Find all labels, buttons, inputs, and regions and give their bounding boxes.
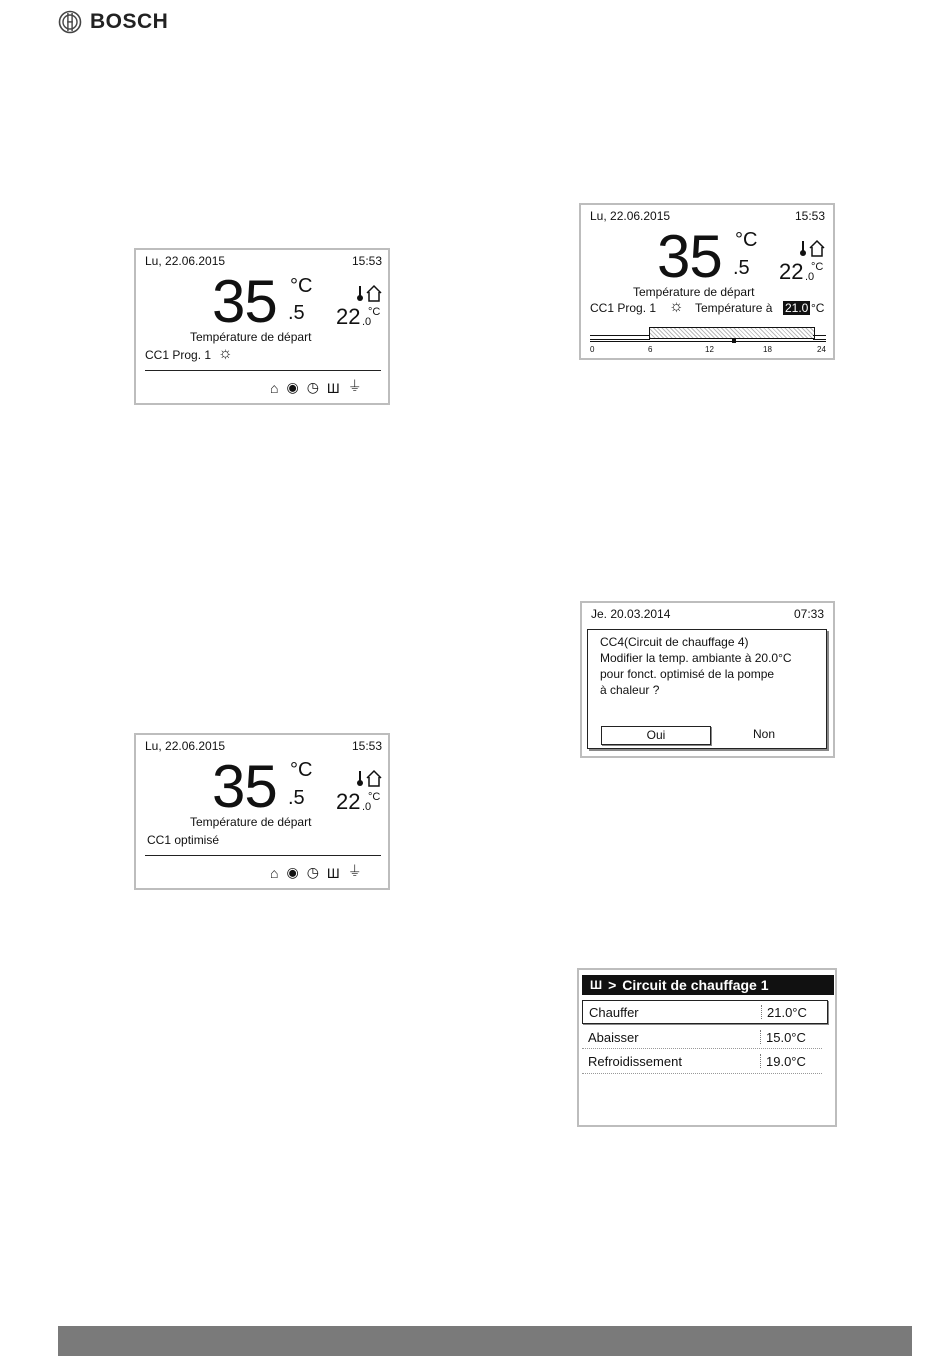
no-button[interactable]: Non xyxy=(752,727,775,741)
date-label: Lu, 22.06.2015 xyxy=(145,254,226,268)
menu-row-label: Chauffer xyxy=(589,1004,639,1020)
hot-water-icon[interactable]: ⏚ xyxy=(347,863,362,879)
flow-temperature-label: Température de départ xyxy=(190,815,312,829)
flow-temperature-decimal: .5 xyxy=(733,257,750,279)
divider xyxy=(145,370,381,371)
flow-temperature-label: Température de départ xyxy=(190,330,312,344)
radiator-icon[interactable]: Ш xyxy=(326,865,340,881)
heating-circuit-status: CC1 optimisé xyxy=(147,833,220,847)
column-separator xyxy=(760,1030,761,1044)
timeline-axis xyxy=(590,341,826,342)
flow-temperature: 35 xyxy=(212,753,277,820)
timeline-comfort-band xyxy=(649,327,815,339)
menu-row-heat[interactable] xyxy=(582,1000,828,1024)
dialog-message-line: CC4(Circuit de chauffage 4) xyxy=(600,635,749,649)
menu-row-reduce[interactable] xyxy=(582,1026,828,1048)
time-label: 15:53 xyxy=(795,209,826,223)
room-temperature-icon xyxy=(356,284,382,302)
clock-icon[interactable]: ◷ xyxy=(306,864,319,880)
timeline-tick-label: 12 xyxy=(705,345,714,354)
heat-pump-icon[interactable]: ◉ xyxy=(286,864,299,880)
room-settings-icon[interactable]: ⌂ xyxy=(270,865,279,881)
room-temperature: 22 xyxy=(336,304,361,329)
setpoint-unit: °C xyxy=(811,301,825,315)
room-temperature-unit: °C xyxy=(368,791,381,803)
main-menu-icons xyxy=(270,861,362,881)
menu-title: Circuit de chauffage 1 xyxy=(622,977,769,993)
footer-bar xyxy=(58,1326,912,1356)
radiator-icon: Ш xyxy=(590,978,603,992)
menu-row-label: Refroidissement xyxy=(588,1053,682,1069)
room-temperature-decimal: .0 xyxy=(362,801,372,813)
date-label: Lu, 22.06.2015 xyxy=(590,209,671,223)
timeline-tick-label: 18 xyxy=(763,345,772,354)
heating-circuit-status: CC1 Prog. 1 xyxy=(145,348,212,362)
row-divider xyxy=(582,1073,822,1075)
display-screen-menu xyxy=(577,968,837,1127)
timeline-tick-label: 0 xyxy=(590,345,595,354)
flow-temperature-decimal: .5 xyxy=(288,787,305,809)
flow-temperature: 35 xyxy=(212,268,277,335)
dialog-message-line: à chaleur ? xyxy=(600,683,660,697)
time-label: 15:53 xyxy=(352,254,383,268)
setpoint-label: Température à xyxy=(695,301,773,315)
radiator-icon[interactable]: Ш xyxy=(326,380,340,396)
room-temperature-icon xyxy=(799,239,825,257)
date-label: Lu, 22.06.2015 xyxy=(145,739,226,753)
flow-temperature: 35 xyxy=(657,223,722,290)
sun-icon: ☼ xyxy=(669,298,684,315)
menu-row-cooling[interactable] xyxy=(582,1050,828,1072)
flow-temperature-unit: °C xyxy=(290,759,313,781)
sun-icon: ☼ xyxy=(218,345,233,362)
breadcrumb-separator: > xyxy=(608,977,617,993)
yes-button[interactable]: Oui xyxy=(601,726,711,745)
setpoint-value[interactable]: 21.0 xyxy=(785,301,809,315)
room-temperature-icon xyxy=(356,769,382,787)
bosch-armature-icon xyxy=(58,10,82,34)
column-separator xyxy=(760,1054,761,1068)
time-label: 15:53 xyxy=(352,739,383,753)
timeline-tick-label: 6 xyxy=(648,345,653,354)
menu-row-value: 21.0°C xyxy=(767,1004,807,1020)
brand-name: BOSCH xyxy=(90,10,169,33)
menu-row-value: 15.0°C xyxy=(766,1029,806,1045)
menu-row-value: 19.0°C xyxy=(766,1053,806,1069)
room-temperature: 22 xyxy=(779,259,804,284)
flow-temperature-label: Température de départ xyxy=(633,285,755,299)
room-temperature-unit: °C xyxy=(368,306,381,318)
room-settings-icon[interactable]: ⌂ xyxy=(270,380,279,396)
menu-row-label: Abaisser xyxy=(588,1029,639,1045)
display-screen-program xyxy=(579,203,835,360)
timeline-low-band xyxy=(590,335,650,340)
hot-water-icon[interactable]: ⏚ xyxy=(347,378,362,394)
clock-icon[interactable]: ◷ xyxy=(306,379,319,395)
column-separator xyxy=(761,1005,762,1019)
divider xyxy=(145,855,381,856)
display-screen-dialog xyxy=(580,601,835,758)
flow-temperature-decimal: .5 xyxy=(288,302,305,324)
flow-temperature-unit: °C xyxy=(290,275,313,297)
current-time-marker xyxy=(732,339,736,343)
room-temperature-unit: °C xyxy=(811,261,824,273)
timeline-low-band xyxy=(813,335,826,340)
main-menu-icons xyxy=(270,376,362,396)
time-label: 07:33 xyxy=(794,607,825,621)
confirmation-dialog xyxy=(587,629,827,749)
room-temperature: 22 xyxy=(336,789,361,814)
dialog-message-line: pour fonct. optimisé de la pompe xyxy=(600,667,775,681)
room-temperature-decimal: .0 xyxy=(805,271,815,283)
brand-logo xyxy=(58,10,168,34)
display-screen-standard xyxy=(134,248,390,405)
menu-title-bar xyxy=(582,975,834,995)
heat-pump-icon[interactable]: ◉ xyxy=(286,379,299,395)
date-label: Je. 20.03.2014 xyxy=(591,607,671,621)
display-screen-optimized xyxy=(134,733,390,890)
switching-program-timeline xyxy=(590,327,826,345)
room-temperature-decimal: .0 xyxy=(362,316,372,328)
timeline-tick-label: 24 xyxy=(817,345,826,354)
flow-temperature-unit: °C xyxy=(735,229,758,251)
dialog-message-line: Modifier la temp. ambiante à 20.0°C xyxy=(600,651,792,665)
heating-circuit-status: CC1 Prog. 1 xyxy=(590,301,657,315)
